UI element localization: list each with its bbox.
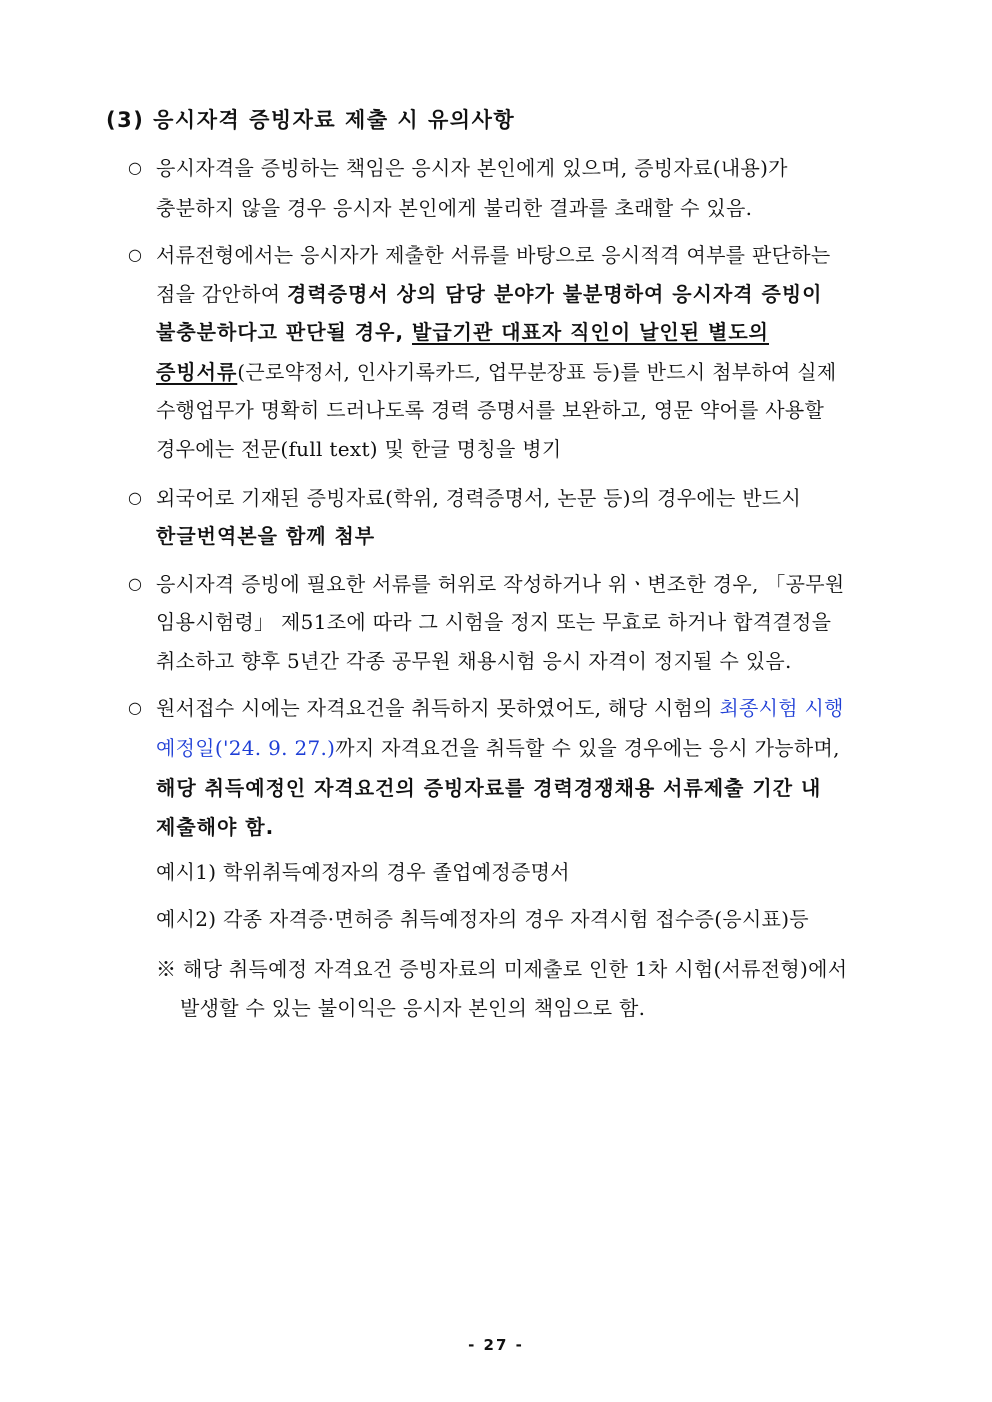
item5-line1 (156, 694, 844, 722)
item1-line2: 충분하지 않을 경우 응시자 본인에게 불리한 결과를 초래할 수 있음. (156, 196, 753, 220)
item2-line1: 서류전형에서는 응시자가 제출한 서류를 바탕으로 응시적격 여부를 판단하는 (156, 243, 831, 267)
item1-line1: 응시자격을 증빙하는 책임은 응시자 본인에게 있으며, 증빙자료(내용)가 (156, 156, 788, 180)
item2-line3-underlined: 발급기관 대표자 직인이 날인된 별도의 (412, 320, 769, 344)
item2-line5: 수행업무가 명확히 드러나도록 경력 증명서를 보완하고, 영문 약어를 사용할 (156, 398, 825, 422)
item2-line4 (156, 358, 837, 386)
item2-line2-plain: 점을 감안하여 (156, 282, 288, 306)
item2-line3 (156, 318, 769, 346)
section-heading: (3) 응시자격 증빙자료 제출 시 유의사항 (106, 108, 516, 132)
item5-line2-blue: 예정일('24. 9. 27.) (156, 736, 336, 760)
item4-line2: 임용시험령」 제51조에 따라 그 시험을 정지 또는 무효로 하거나 합격결정을 (156, 610, 832, 634)
item4-line1: 응시자격 증빙에 필요한 서류를 허위로 작성하거나 위ㆍ변조한 경우, 「공무원 (156, 572, 845, 596)
item4-line3: 취소하고 향후 5년간 각종 공무원 채용시험 응시 자격이 정지될 수 있음. (156, 649, 792, 673)
page-number: - 27 - (468, 1336, 524, 1354)
item5-line2 (156, 734, 840, 762)
item5-line1-plain: 원서접수 시에는 자격요건을 취득하지 못하였어도, 해당 시험의 (156, 696, 720, 720)
item2-line3-bold: 불충분하다고 판단될 경우, (156, 320, 413, 344)
bullet-2: ○ (128, 245, 142, 264)
item2-line2 (156, 280, 823, 308)
bullet-3: ○ (128, 488, 142, 507)
note-line2: 발생할 수 있는 불이익은 응시자 본인의 책임으로 함. (180, 996, 646, 1020)
item2-line4-underlined: 증빙서류 (156, 360, 238, 384)
example-2: 예시2) 각종 자격증·면허증 취득예정자의 경우 자격시험 접수증(응시표)등 (156, 907, 809, 931)
item2-line4-plain: (근로약정서, 인사기록카드, 업무분장표 등)를 반드시 첨부하여 실제 (237, 360, 837, 384)
item5-line4: 제출해야 함. (156, 815, 275, 839)
item5-line1-blue: 최종시험 시행 (719, 696, 844, 720)
item3-line1: 외국어로 기재된 증빙자료(학위, 경력증명서, 논문 등)의 경우에는 반드시 (156, 486, 802, 510)
bullet-4: ○ (128, 574, 142, 593)
note-line1: ※ 해당 취득예정 자격요건 증빙자료의 미제출로 인한 1차 시험(서류전형)에서 (156, 957, 848, 981)
example-1: 예시1) 학위취득예정자의 경우 졸업예정증명서 (156, 860, 570, 884)
item5-line2-plain: 까지 자격요건을 취득할 수 있을 경우에는 응시 가능하며, (335, 736, 840, 760)
item3-line2: 한글번역본을 함께 첨부 (156, 524, 376, 548)
item2-line2-bold: 경력증명서 상의 담당 분야가 불분명하여 응시자격 증빙이 (287, 282, 823, 306)
bullet-1: ○ (128, 158, 142, 177)
bullet-5: ○ (128, 698, 142, 717)
item5-line3: 해당 취득예정인 자격요건의 증빙자료를 경력경쟁채용 서류제출 기간 내 (156, 776, 822, 800)
item2-line6: 경우에는 전문(full text) 및 한글 명칭을 병기 (156, 437, 562, 461)
